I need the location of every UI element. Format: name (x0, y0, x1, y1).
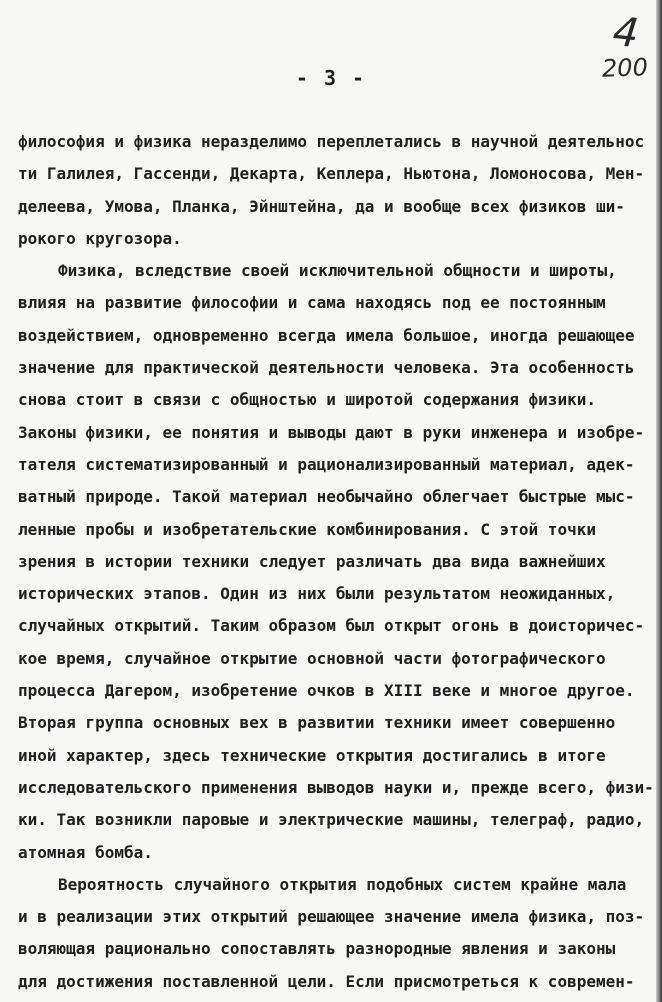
handwritten-folio-number: 200 (601, 53, 649, 83)
text-line: воляющая рационально сопоставлять разнородные явления и законы (18, 939, 616, 959)
text-line: для достижения поставленной цели. Если присмотреться к современ- (18, 971, 635, 991)
text-line: Законы физики, ее понятия и выводы дают в руки инженера и изобре- (18, 422, 645, 442)
text-line: влияя на развитие философии и сама находясь под ее постоянным (18, 293, 606, 313)
text-line: ленные пробы и изобретательские комбинирования. С этой точки (18, 519, 596, 539)
handwritten-sheet-number: 4 (610, 8, 641, 58)
text-line: значение для практической деятельности человека. Эта особенность (18, 358, 635, 378)
text-line: иной характер, здесь технические открытия достигались в итоге (18, 745, 606, 765)
text-line: зрения в истории техники следует различать два вида важнейших (18, 551, 606, 571)
text-line: случайных открытий. Таким образом был открыт огонь в доисторичес- (18, 616, 645, 636)
text-line: и в реализации этих открытий решающее значение имела физика, поз- (18, 907, 645, 927)
text-line: ки. Так возникли паровые и электрические машины, телеграф, радио, (18, 810, 645, 830)
text-line: исследовательского применения выводов науки и, прежде всего, физи- (18, 777, 654, 797)
text-line: ватный природе. Такой материал необычайно облегчает быстрые мыс- (18, 487, 635, 507)
text-line: философия и физика неразделимо переплетались в научной деятельнос (18, 132, 645, 151)
text-line: Вероятность случайного открытия подобных систем крайне мала (58, 874, 627, 894)
text-line: процесса Дагером, изобретение очков в XIII веке и многое другое. (18, 681, 635, 701)
text-line: делеева, Умова, Планка, Эйнштейна, да и вообще всех физиков ши- (18, 196, 625, 216)
text-line: кое время, случайное открытие основной части фотографического (18, 648, 606, 668)
text-line: Физика, вследствие своей исключительной общности и широты, (58, 261, 617, 281)
text-line: исторических этапов. Один из них были результатом неожиданных, (18, 584, 616, 604)
text-line: тателя систематизированный и рационализированный материал, адек- (18, 454, 635, 474)
text-line: ти Галилея, Гассенди, Декарта, Кеплера, Ньютона, Ломоносова, Мен- (18, 164, 645, 184)
text-line: воздействием, одновременно всегда имела большое, иногда решающее (18, 325, 635, 345)
text-line: снова стоит в связи с общностью и широтой содержания физики. (18, 390, 596, 410)
text-line: рокого кругозора. (18, 228, 182, 248)
text-line: атомная бомба. (18, 842, 153, 862)
body-text (18, 126, 662, 998)
page-number: - 3 - (295, 66, 367, 90)
text-line: Вторая группа основных вех в развитии техники имеет совершенно (18, 713, 616, 733)
